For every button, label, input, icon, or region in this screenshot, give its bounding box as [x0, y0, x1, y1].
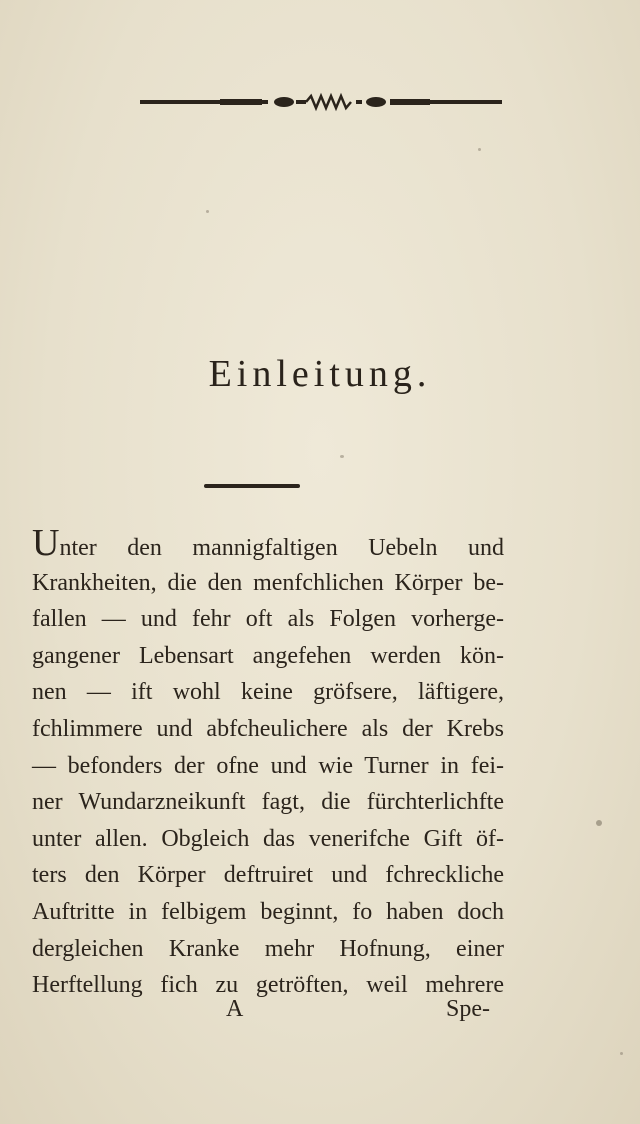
catchword: Spe-	[446, 996, 490, 1022]
text-line: fchlimmere und abfcheulichere als der Krebs	[32, 715, 504, 742]
page-footer	[0, 996, 640, 1026]
text-line: dergleichen Kranke mehr Hofnung, einer	[32, 935, 504, 962]
signature-mark: A	[226, 996, 244, 1022]
text-line: — befonders der ofne und wie Turner in fei-	[32, 752, 504, 779]
text-line: Krankheiten, die den menfchlichen Körper be-	[32, 569, 504, 596]
text-line: Auftritte in felbigem beginnt, fo haben doch	[32, 898, 504, 925]
text-line	[32, 522, 504, 565]
paper-speck	[206, 210, 209, 213]
text-line: nen — ift wohl keine gröfsere, läftigere,	[32, 679, 504, 706]
paper-speck	[478, 148, 481, 151]
paper-speck	[340, 455, 344, 458]
body-text	[32, 522, 504, 1004]
line-text: nter den mannigfaltigen Uebeln und	[59, 535, 504, 561]
text-line: fallen — und fehr oft als Folgen vorherge-	[32, 606, 504, 633]
paper-speck	[620, 1052, 623, 1055]
paper-speck	[596, 820, 602, 826]
text-line: ters den Körper deftruiret und fchreckliche	[32, 862, 504, 889]
text-line: ner Wundarzneikunft fagt, die fürchterlichfte	[32, 789, 504, 816]
title-divider	[204, 484, 300, 488]
drop-cap: U	[32, 522, 60, 564]
header-ornament	[140, 92, 502, 112]
chapter-title: Einleitung.	[208, 353, 432, 395]
text-line: gangener Lebensart angefehen werden kön-	[32, 642, 504, 669]
text-line: Herftellung fich zu getröften, weil mehrere	[32, 972, 504, 999]
text-line: unter allen. Obgleich das venerifche Gift öf-	[32, 825, 504, 852]
